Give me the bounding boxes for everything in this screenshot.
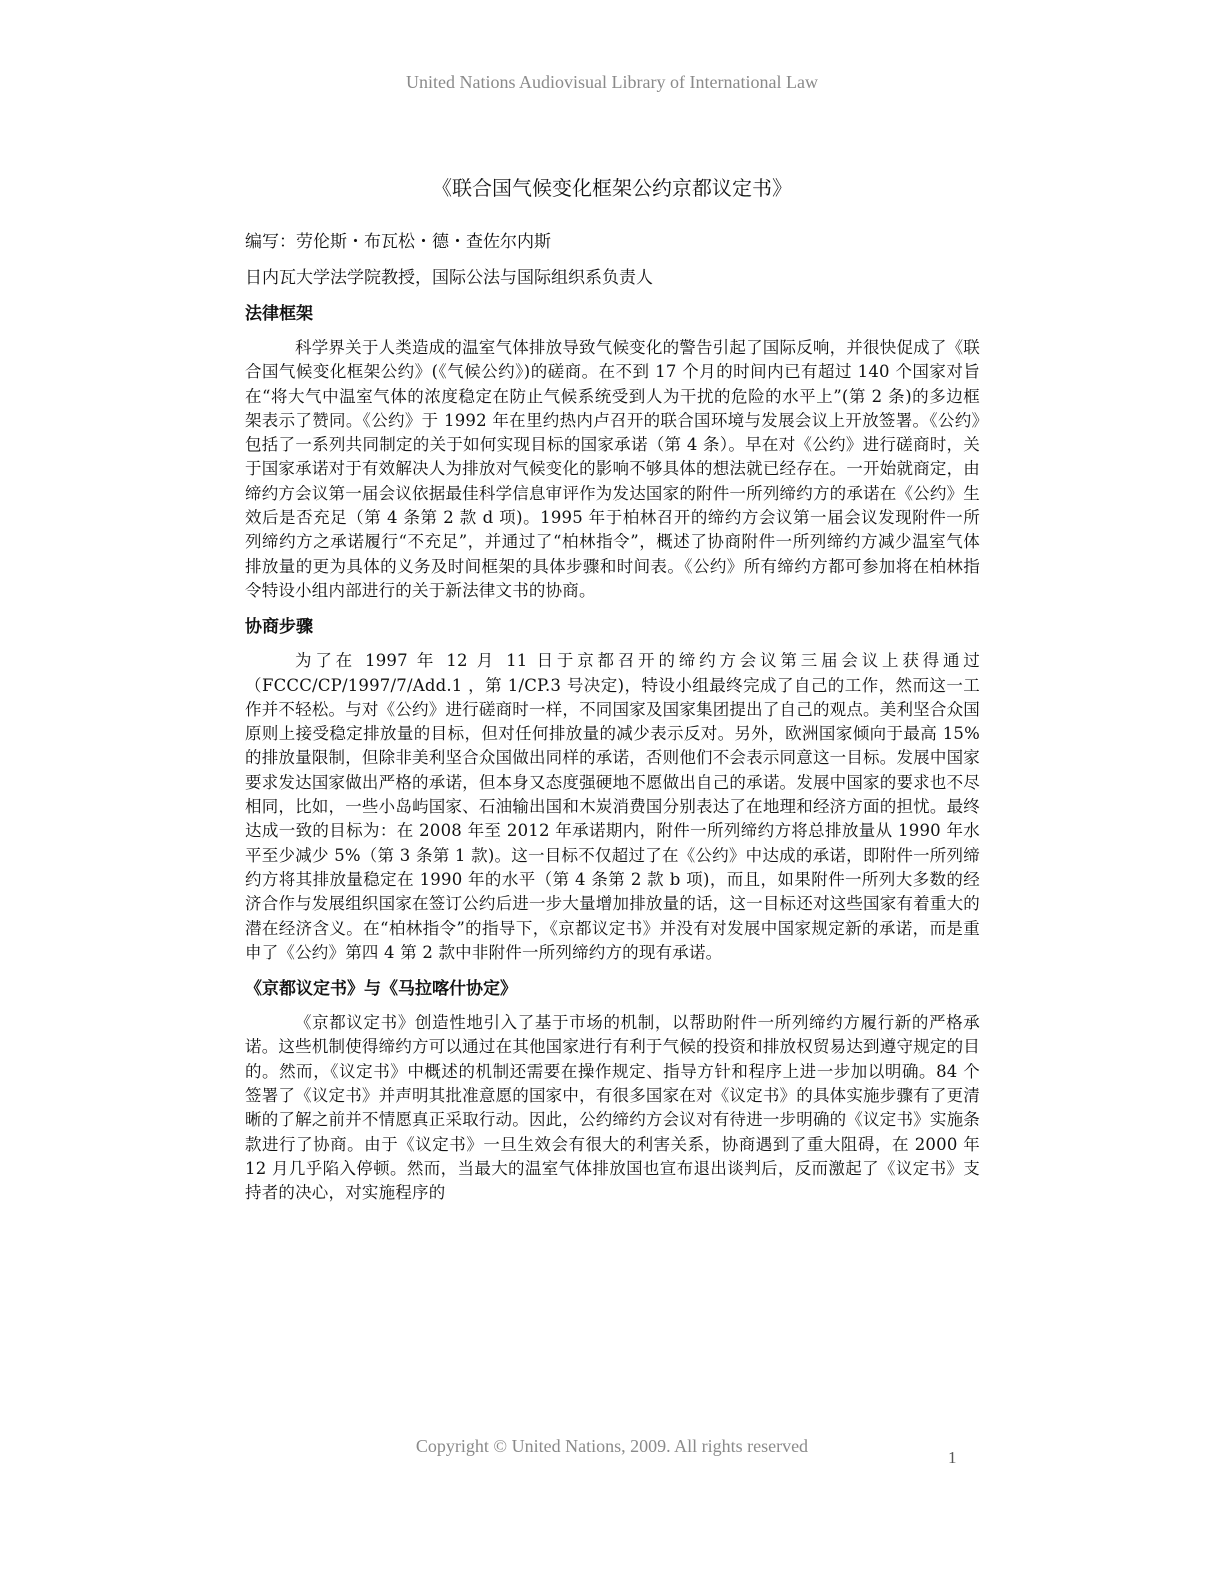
section-heading-kyoto-marrakesh: 《京都议定书》与《马拉喀什协定》 (245, 979, 517, 1000)
affiliation-line: 日内瓦大学法学院教授，国际公法与国际组织系负责人 (245, 268, 653, 288)
paragraph-negotiation-steps: 为了在 1997 年 12 月 11 日于京都召开的缔约方会议第三届会议上获得通过（FCCC/CP/1997/7/Add.1 ，第 1/CP.3 号决定)，特设小组最终完成了自己的工作，然而这一工作并不轻松。与对《公约》进行磋商时一样，不同国家及国家集团提出了自己的观点。美利坚合众国原则上接受稳定排放量的目标，但对任何排放量的减少表示反对。另外，欧洲国家倾向于最高 15%的排放量限制，但除非美利坚合众国做出同样的承诺，否则他们不会表示同意这一目标。发展中国家要求发达国家做出严格的承诺，但本身又态度强硬地不愿做出自己的承诺。发展中国家的要求也不尽相同，比如，一些小岛屿国家、石油输出国和木炭消费国分别表达了在地理和经济方面的担忧。最终达成一致的目标为：在 2008 年至 2012 年承诺期内，附件一所列缔约方将总排放量从 1990 年水平至少减少 5%（第 3 条第 1 款)。这一目标不仅超过了在《公约》中达成的承诺，即附件一所列缔约方将其排放量稳定在 1990 年的水平（第 4 条第 2 款 b 项)，而且，如果附件一所列大多数的经济合作与发展组织国家在签订公约后进一步大量增加排放量的话，这一目标还对这些国家有着重大的潜在经济含义。在“柏林指令”的指导下，《京都议定书》并没有对发展中国家规定新的承诺，而是重申了《公约》第四 4 第 2 款中非附件一所列缔约方的现有承诺。 (245, 651, 980, 962)
page-header: United Nations Audiovisual Library of International Law (406, 72, 818, 92)
copyright-footer: Copyright © United Nations, 2009. All rights reserved (415, 1436, 809, 1456)
paragraph-legal-framework: 科学界关于人类造成的温室气体排放导致气候变化的警告引起了国际反响，并很快促成了《联合国气候变化框架公约》(《气候公约》)的磋商。在不到 17 个月的时间内已有超过 140 个国家对旨在“将大气中温室气体的浓度稳定在防止气候系统受到人为干扰的危险的水平上”(第 2 条)的多边框架表示了赞同。《公约》于 1992 年在里约热内卢召开的联合国环境与发展会议上开放签署。《公约》包括了一系列共同制定的关于如何实现目标的国家承诺（第 4 条）。早在对《公约》进行磋商时，关于国家承诺对于有效解决人为排放对气候变化的影响不够具体的想法就已经存在。一开始就商定，由缔约方会议第一届会议依据最佳科学信息审评作为发达国家的附件一所列缔约方的承诺在《公约》生效后是否充足（第 4 条第 2 款 d 项)。1995 年于柏林召开的缔约方会议第一届会议发现附件一所列缔约方之承诺履行“不充足”，并通过了“柏林指令”，概述了协商附件一所列缔约方减少温室气体排放量的更为具体的义务及时间框架的具体步骤和时间表。《公约》所有缔约方都可参加将在柏林指令特设小组内部进行的关于新法律文书的协商。 (245, 338, 980, 600)
paragraph-kyoto-marrakesh: 《京都议定书》创造性地引入了基于市场的机制，以帮助附件一所列缔约方履行新的严格承诺。这些机制使得缔约方可以通过在其他国家进行有利于气候的投资和排放权贸易达到遵守规定的目的。然而，《议定书》中概述的机制还需要在操作规定、指导方针和程序上进一步加以明确。84 个签署了《议定书》并声明其批准意愿的国家中，有很多国家在对《议定书》的具体实施步骤有了更清晰的了解之前并不情愿真正采取行动。因此，公约缔约方会议对有待进一步明确的《议定书》实施条款进行了协商。由于《议定书》一旦生效会有很大的利害关系，协商遇到了重大阻碍，在 2000 年 12 月几乎陷入停顿。然而，当最大的温室气体排放国也宣布退出谈判后，反而激起了《议定书》支持者的决心，对实施程序的 (245, 1013, 980, 1203)
document-title: 《联合国气候变化框架公约京都议定书》 (432, 176, 792, 200)
section-heading-negotiation-steps: 协商步骤 (245, 617, 313, 638)
section-heading-legal-framework: 法律框架 (245, 304, 313, 324)
author-line: 编写：劳伦斯・布瓦松・德・查佐尔内斯 (245, 232, 551, 252)
page-number: 1 (948, 1448, 957, 1467)
document-body (245, 230, 980, 1218)
